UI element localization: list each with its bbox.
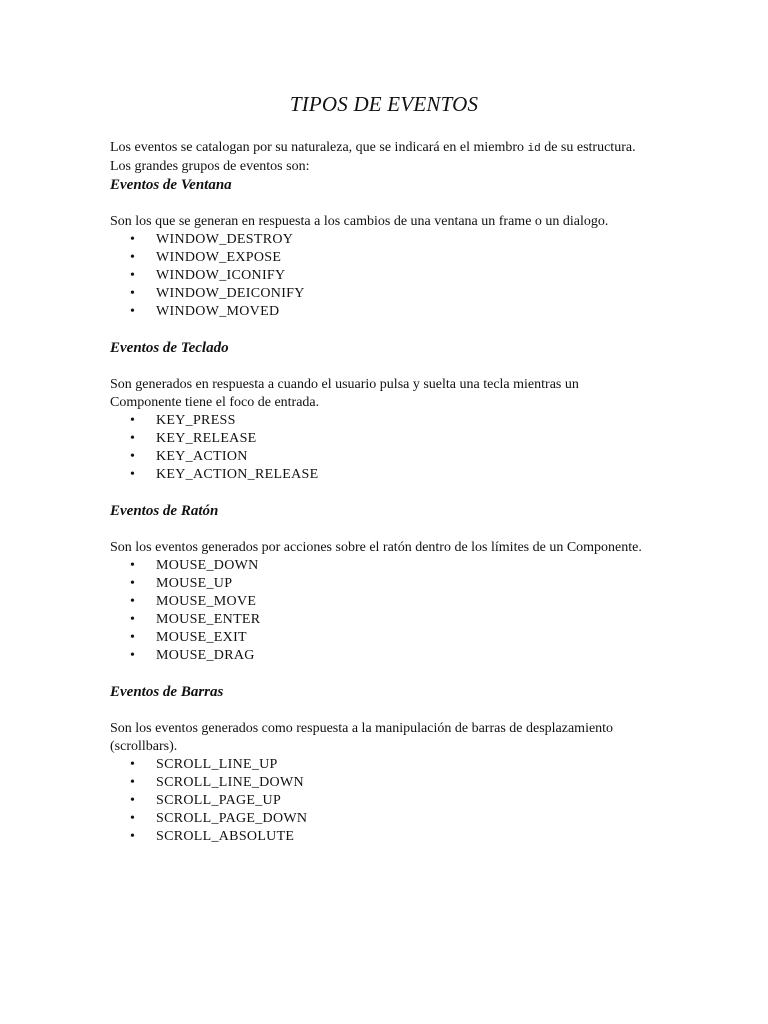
section-heading: Eventos de Ratón xyxy=(110,503,219,519)
intro-text-before: Los eventos se catalogan por su naturaleza, que se indicará en el miembro xyxy=(110,140,528,155)
list-item: • MOUSE_UP xyxy=(110,575,650,593)
list-item: • KEY_ACTION xyxy=(110,448,650,466)
list-item: • WINDOW_ICONIFY xyxy=(110,267,650,285)
event-list xyxy=(110,557,650,665)
list-item: • SCROLL_LINE_DOWN xyxy=(110,774,650,792)
event-list xyxy=(110,756,650,846)
section-description: Son los eventos generados como respuesta a la manipulación de barras de desplazamiento (scrollbars). xyxy=(110,721,614,754)
event-list xyxy=(110,231,650,321)
list-item: • WINDOW_MOVED xyxy=(110,303,650,321)
section-description: Son los eventos generados por acciones sobre el ratón dentro de los límites de un Componente. xyxy=(110,540,642,555)
section-heading: Eventos de Teclado xyxy=(110,340,229,356)
list-item: • SCROLL_PAGE_DOWN xyxy=(110,810,650,828)
list-item: • KEY_ACTION_RELEASE xyxy=(110,466,650,484)
list-item: • MOUSE_EXIT xyxy=(110,629,650,647)
list-item: • SCROLL_LINE_UP xyxy=(110,756,650,774)
list-item: • KEY_RELEASE xyxy=(110,430,650,448)
section-teclado xyxy=(110,339,650,484)
section-heading: Eventos de Ventana xyxy=(110,177,232,193)
list-item: • MOUSE_DRAG xyxy=(110,647,650,665)
section-raton xyxy=(110,502,650,665)
list-item: • KEY_PRESS xyxy=(110,412,650,430)
list-item: • WINDOW_DESTROY xyxy=(110,231,650,249)
list-item: • MOUSE_MOVE xyxy=(110,593,650,611)
intro-code-id: id xyxy=(527,143,541,155)
list-item: • SCROLL_ABSOLUTE xyxy=(110,828,650,846)
intro-paragraph xyxy=(110,139,650,176)
section-description: Son generados en respuesta a cuando el usuario pulsa y suelta una tecla mientras un Componente tiene el foco de entrada. xyxy=(110,377,579,410)
section-description: Son los que se generan en respuesta a los cambios de una ventana un frame o un dialogo. xyxy=(110,214,609,229)
section-heading: Eventos de Barras xyxy=(110,684,224,700)
section-barras xyxy=(110,683,650,846)
document-page xyxy=(110,92,650,864)
document-title: TIPOS DE EVENTOS xyxy=(289,92,479,116)
list-item: • WINDOW_DEICONIFY xyxy=(110,285,650,303)
section-ventana xyxy=(110,176,650,321)
list-item: • SCROLL_PAGE_UP xyxy=(110,792,650,810)
list-item: • MOUSE_DOWN xyxy=(110,557,650,575)
list-item: • MOUSE_ENTER xyxy=(110,611,650,629)
event-list xyxy=(110,412,650,484)
list-item: • WINDOW_EXPOSE xyxy=(110,249,650,267)
intro-text-after: de su estructura. Los grandes grupos de eventos son: xyxy=(110,140,636,174)
